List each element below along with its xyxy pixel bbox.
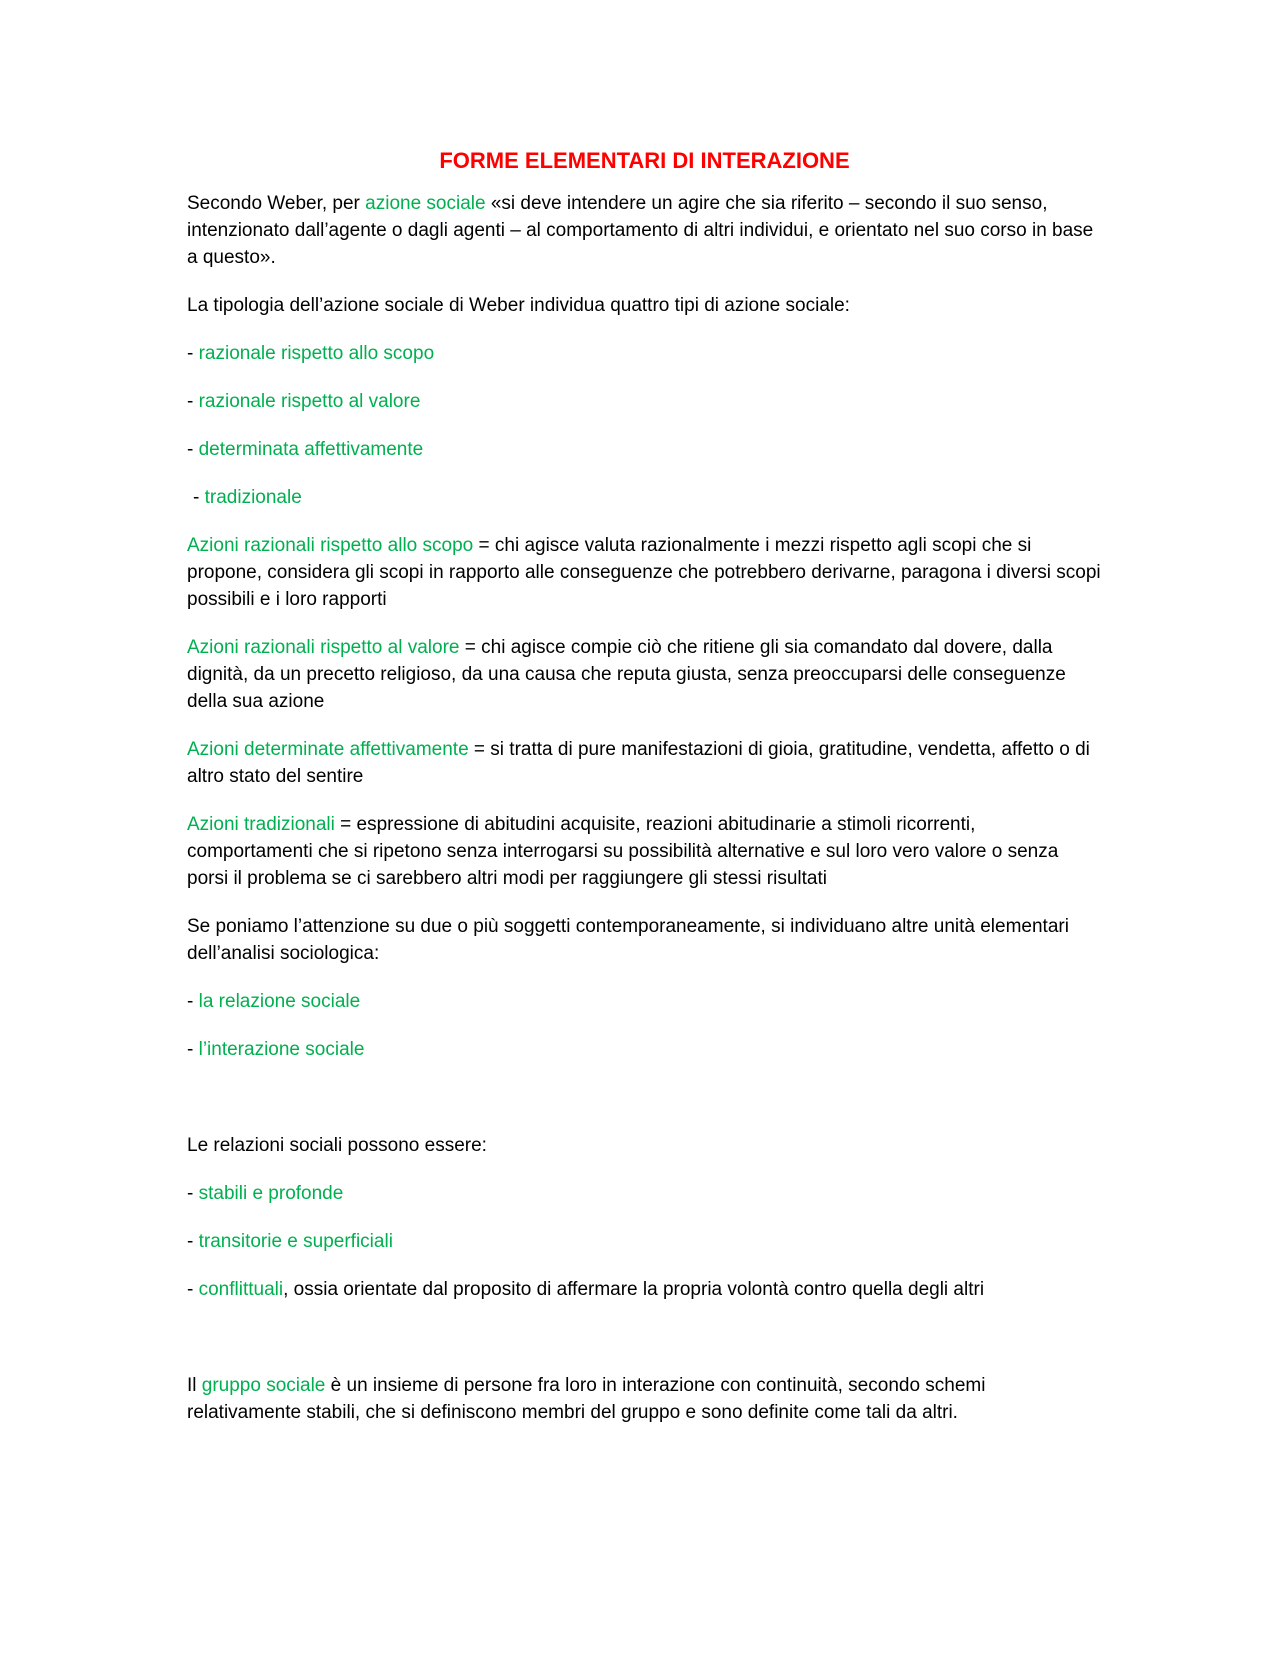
list-item-unit (187, 1036, 1102, 1063)
list-item-label: determinata affettivamente (198, 439, 424, 460)
paragraph-text: è un insieme di persone fra loro in interazione con continuità, secondo schemi relativamente stabili, che si definiscono membri del gruppo e sono definite come tali da altri. (187, 1375, 986, 1423)
typology-intro: La tipologia dell’azione sociale di Weber individua quattro tipi di azione sociale: (187, 295, 850, 316)
list-dash: - (187, 1279, 199, 1300)
list-dash: - (187, 439, 199, 460)
weber-definition-paragraph (187, 190, 1102, 271)
list-item-type (187, 388, 1102, 415)
list-item-label: l’interazione sociale (198, 1039, 365, 1060)
list-dash: - (193, 487, 205, 508)
list-item-label: razionale rispetto allo scopo (198, 343, 435, 364)
relations-intro: Le relazioni sociali possono essere: (187, 1135, 487, 1156)
definition-text: = si tratta di pure manifestazioni di gioia, gratitudine, vendetta, affetto o di altro stato del sentire (187, 739, 1090, 787)
definition-term: Azioni razionali rispetto al valore (187, 637, 460, 658)
definition-paragraph (187, 811, 1102, 892)
list-dash: - (187, 1231, 199, 1252)
list-dash: - (187, 391, 199, 412)
list-item-relation (187, 1228, 1102, 1255)
definition-text: = espressione di abitudini acquisite, reazioni abitudinarie a stimoli ricorrenti, comportamenti che si ripetono senza interrogarsi su possibilità alternative e sul loro vero valore o senza porsi il problema se ci sarebbero altri modi per raggiungere gli stessi risultati (187, 814, 1059, 889)
definition-text: = chi agisce compie ciò che ritiene gli sia comandato dal dovere, dalla dignità, da un precetto religioso, da una causa che reputa giusta, senza preoccuparsi delle conseguenze della sua azione (187, 637, 1066, 712)
list-item-relation (187, 1276, 1102, 1303)
highlight-azione-sociale: azione sociale (365, 193, 486, 214)
definition-term: Azioni razionali rispetto allo scopo (187, 535, 474, 556)
list-item-relation (187, 1180, 1102, 1207)
list-item-type (187, 340, 1102, 367)
blank-line (187, 1324, 1102, 1372)
list-dash: - (187, 1183, 199, 1204)
list-item-label: la relazione sociale (198, 991, 361, 1012)
definition-term: Azioni determinate affettivamente (187, 739, 469, 760)
highlight-gruppo-sociale: gruppo sociale (201, 1375, 326, 1396)
social-group-paragraph (187, 1372, 1102, 1426)
document-title: FORME ELEMENTARI DI INTERAZIONE (439, 148, 850, 173)
blank-line (187, 1084, 1102, 1132)
units-intro: Se poniamo l’attenzione su due o più soggetti contemporaneamente, si individuano altre unità elementari dell’analisi sociologica: (187, 916, 1069, 964)
list-item-label: conflittuali (198, 1279, 284, 1300)
list-dash: - (187, 1039, 199, 1060)
list-dash: - (187, 343, 199, 364)
list-item-label: transitorie e superficiali (198, 1231, 393, 1252)
definition-paragraph (187, 736, 1102, 790)
definition-text: = chi agisce valuta razionalmente i mezzi rispetto agli scopi che si propone, considera gli scopi in rapporto alle conseguenze che potrebbero derivarne, paragona i diversi scopi possibili e i loro rapporti (187, 535, 1101, 610)
definition-paragraph (187, 634, 1102, 715)
paragraph-text: Il (187, 1375, 202, 1396)
list-item-rest: , ossia orientate dal proposito di affermare la propria volontà contro quella degli altri (283, 1279, 985, 1300)
definition-paragraph (187, 532, 1102, 613)
list-item-type (187, 484, 1102, 511)
definition-term: Azioni tradizionali (187, 814, 335, 835)
list-item-unit (187, 988, 1102, 1015)
list-item-label: tradizionale (204, 487, 302, 508)
list-item-label: stabili e profonde (198, 1183, 344, 1204)
paragraph-text: Secondo Weber, per (187, 193, 366, 214)
document-page (187, 146, 1102, 1447)
paragraph-text: «si deve intendere un agire che sia riferito – secondo il suo senso, intenzionato dall’agente o dagli agenti – al comportamento di altri individui, e orientato nel suo corso in base a questo». (187, 193, 1094, 268)
list-item-type (187, 436, 1102, 463)
list-item-label: razionale rispetto al valore (198, 391, 421, 412)
list-dash: - (187, 991, 199, 1012)
